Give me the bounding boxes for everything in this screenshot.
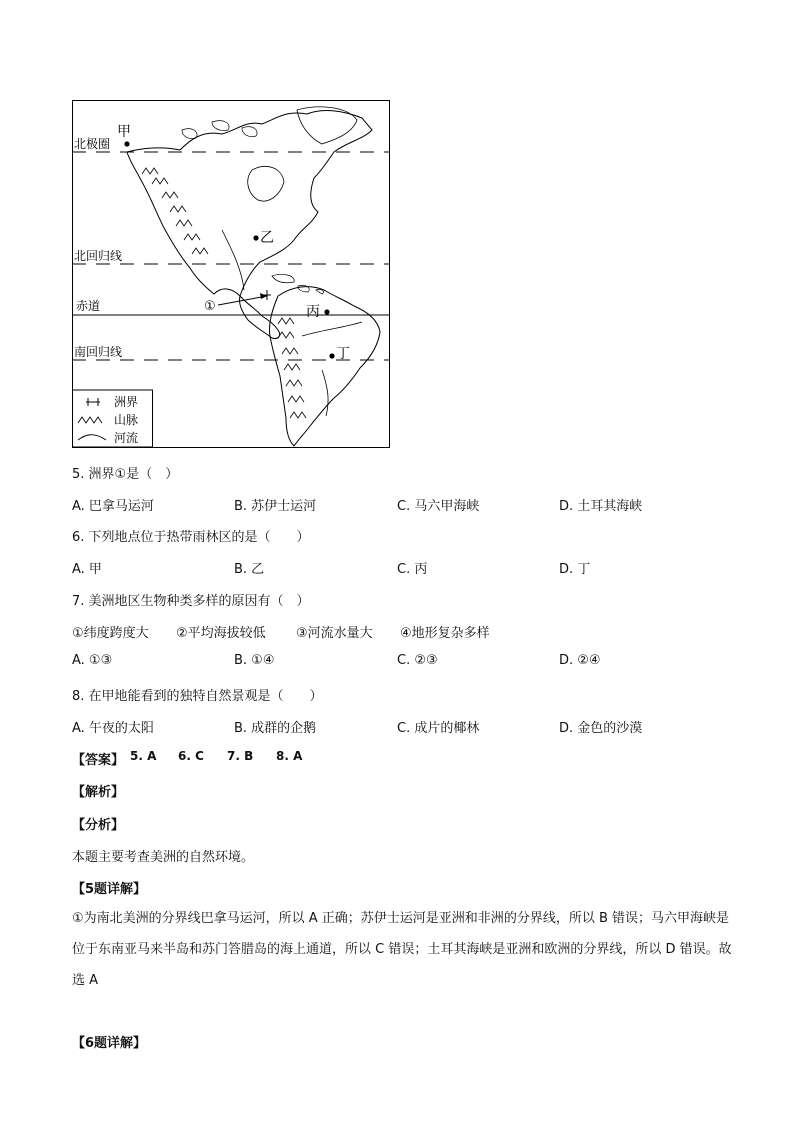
- question-5-stem: 5. 洲界①是（ ）: [72, 467, 179, 482]
- q7-option-d: D. ②④: [559, 653, 601, 668]
- q6-detail-heading: 【6题详解】: [72, 1036, 147, 1051]
- point-jia-label: 甲: [117, 124, 131, 140]
- legend-river-label: 河流: [114, 431, 139, 445]
- q5-option-b: B. 苏伊士运河: [234, 499, 317, 514]
- legend-mountain-label: 山脉: [114, 413, 139, 427]
- point-jia-dot: [124, 141, 129, 146]
- point-yi-label: 乙: [260, 230, 274, 246]
- question-8-stem: 8. 在甲地能看到的独特自然景观是（ ）: [72, 689, 323, 704]
- q5-option-a: A. 巴拿马运河: [72, 499, 154, 514]
- point-ding-label: 丁: [336, 346, 350, 362]
- point-bing-label: 丙: [306, 304, 320, 320]
- q5-detail-text: ①为南北美洲的分界线巴拿马运河，所以 A 正确；苏伊士运河是亚洲和非洲的分界线，所以 B 错误；马六甲海峡是位于东南亚马来半岛和苏门答腊岛的海上通道，所以 C 错误；土耳其海峡是亚洲和欧洲的分界线，所以 D 错误。故选 A: [72, 911, 732, 988]
- q7-statement-3: ③河流水量大: [296, 626, 373, 641]
- point-bing-dot: [324, 309, 329, 314]
- q6-option-a: A. 甲: [72, 562, 102, 577]
- q7-option-c: C. ②③: [397, 653, 438, 668]
- answer-item-5: 5. A: [130, 749, 157, 763]
- q8-option-a: A. 午夜的太阳: [72, 721, 154, 736]
- question-7-stem: 7. 美洲地区生物种类多样的原因有（ ）: [72, 594, 310, 609]
- q5-detail-heading: 【5题详解】: [72, 882, 147, 897]
- q5-option-c: C. 马六甲海峡: [397, 499, 480, 514]
- q7-statement-2: ②平均海拔较低: [176, 626, 266, 641]
- tropic-of-cancer-label: 北回归线: [74, 249, 123, 263]
- q7-option-a: A. ①③: [72, 653, 113, 668]
- answer-item-6: 6. C: [178, 749, 204, 763]
- answer-item-7: 7. B: [227, 749, 254, 763]
- equator-label: 赤道: [76, 299, 101, 313]
- analysis-sub-label: 【分析】: [72, 818, 125, 833]
- analysis-label: 【解析】: [72, 785, 125, 800]
- q6-option-b: B. 乙: [234, 562, 265, 577]
- arctic-circle-label: 北极圈: [74, 137, 111, 151]
- q5-option-d: D. 土耳其海峡: [559, 499, 643, 514]
- q7-statement-1: ①纬度跨度大: [72, 626, 149, 641]
- answer-label: 【答案】: [72, 753, 125, 768]
- q6-option-d: D. 丁: [559, 562, 591, 577]
- answer-item-8: 8. A: [276, 749, 303, 763]
- q8-option-d: D. 金色的沙漠: [559, 721, 643, 736]
- point-ding-dot: [329, 353, 334, 358]
- marker-1-label: ①: [204, 299, 216, 314]
- americas-map: [72, 100, 390, 448]
- tropic-of-capricorn-label: 南回归线: [74, 345, 123, 359]
- q7-statement-4: ④地形复杂多样: [400, 626, 490, 641]
- legend-boundary-label: 洲界: [114, 395, 139, 409]
- q7-option-b: B. ①④: [234, 653, 275, 668]
- q6-option-c: C. 丙: [397, 562, 428, 577]
- q8-option-b: B. 成群的企鹅: [234, 721, 317, 736]
- map-legend: [73, 390, 153, 447]
- analysis-intro: 本题主要考查美洲的自然环境。: [72, 850, 255, 865]
- q8-option-c: C. 成片的椰林: [397, 721, 480, 736]
- point-yi-dot: [253, 235, 258, 240]
- question-6-stem: 6. 下列地点位于热带雨林区的是（ ）: [72, 530, 310, 545]
